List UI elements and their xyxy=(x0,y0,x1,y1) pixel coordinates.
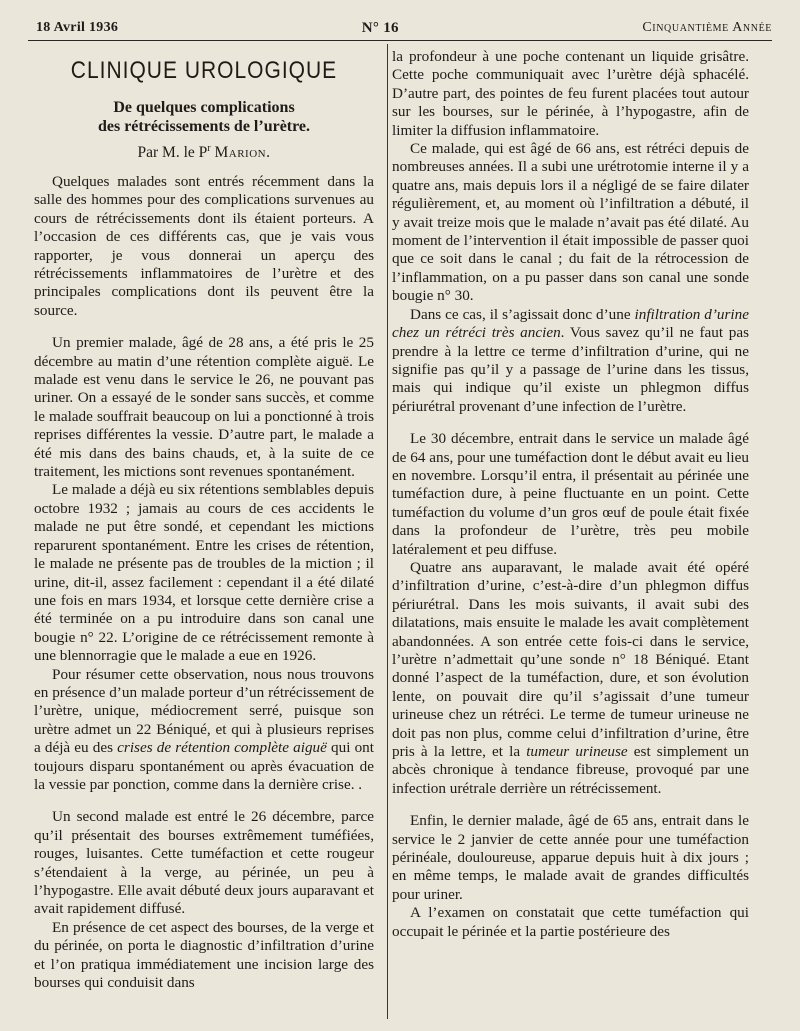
paragraph-text: qui ont toujours disparu spontanément ou après évacuation de la vessie par ponction, comme dans la dernière crise. . xyxy=(34,739,374,793)
paragraph-text: Pour résumer cette observation, nous nous trouvons en présence d’un malade porteur d’un rétrécissement de l’urètre, unique, médiocrement serré, puisque son urètre admet un 22 Béniqué, et qui à plusieurs reprises a déjà eu des xyxy=(34,665,374,757)
author-line xyxy=(34,140,374,163)
author-prefix: Par M. le P xyxy=(137,144,208,162)
paragraph: Quelques malades sont entrés récemment dans la salle des hommes pour des complications survenues au cours de rétrécissements dont ils étaient porteurs. A l’occasion de ces différents cas, que je vais vous rapporter, je vous donnerai un aperçu des rétrécissements inflammatoires de l’urètre et des principales complications dont ils peuvent être la source. xyxy=(34,172,374,319)
paragraph xyxy=(392,306,749,416)
column-divider xyxy=(387,44,388,1019)
paragraph-text: Quatre ans auparavant, le malade avait été opéré d’infiltration d’urine, c’est-à-dire d’un phlegmon diffus périurétral. Dans les mois suivants, il avait subi des dilatations, mais ensuite le malade les avait complètement abandonnées. A son entrée cette fois-ci dans le service, l’urètre n’admettait qu’une sonde n° 18 Béniqué. Etant donné l’aspect de la tuméfaction, dure, et son évolution lente, on pouvait dire qu’il s’agissait d’une tumeur urineuse chez un rétréci. Le terme de tumeur urineuse ne doit pas non plus, comme celui d’infiltration d’urine, être pris à la lettre, et la xyxy=(392,558,749,761)
paragraph xyxy=(392,559,749,798)
header-issue-number: N° 16 xyxy=(361,19,399,36)
paragraph: Un premier malade, âgé de 28 ans, a été pris le 25 décembre au matin d’une rétention complète aiguë. Le malade est venu dans le service le 26, ne pouvant pas uriner. On a essayé de le sonder sans succès, et comme le malade souffrait beaucoup on lui a ponctionné à trois reprises différentes la vessie. D’autre part, le malade a été mis dans des bains chauds, et, à la suite de ce traitement, les mictions sont revenues spontanément. xyxy=(34,334,374,481)
paragraph-text: est simplement un abcès chronique à tendance fibreuse, provoqué par une infection urétrale derrière un rétrécissement. xyxy=(392,743,749,797)
left-column xyxy=(34,48,374,992)
author-sup: r xyxy=(207,143,211,155)
article-title-line-1: De quelques complications xyxy=(113,99,295,117)
emphasis-text: crises de rétention complète aiguë xyxy=(117,739,327,757)
paragraph: Le malade a déjà eu six rétentions semblables depuis octobre 1932 ; jamais au cours de ces accidents le malade ne put être sondé, et cependant les mictions reparurent spontanément. Entre les crises de rétention, le malade ne présente pas de troubles de la miction ; il urine, dit-il, assez facilement : cependant il a été dilaté une fois en mars 1934, et lorsque cette dernière crise a été terminée on a pu introduire dans son canal une bougie n° 22. L’origine de ce rétrécissement remonte à une blennorragie que le malade a eue en 1926. xyxy=(34,481,374,665)
paragraph: Enfin, le dernier malade, âgé de 65 ans, entrait dans le service le 2 janvier de cette année pour une tuméfaction périnéale, douloureuse, apparue depuis huit à dix jours ; en même temps, le malade avait de grandes difficultés pour uriner. xyxy=(392,812,749,903)
emphasis-text: infiltration d’urine chez un rétréci très ancien xyxy=(392,305,749,342)
header-date: 18 Avril 1936 xyxy=(36,20,119,35)
paragraph xyxy=(34,666,374,795)
paragraph: Un second malade est entré le 26 décembre, parce qu’il présentait des bourses extrêmement tuméfiées, rouges, luisantes. Cette tuméfaction et cette rougeur s’étendaient à la verge, au périnée, un peu à l’hypogastre. Elle avait débuté deux jours auparavant et avait rapidement diffusé. xyxy=(34,808,374,918)
paragraph: A l’examen on constatait que cette tuméfaction qui occupait le périnée et la partie postérieure des xyxy=(392,904,749,940)
article-title xyxy=(34,98,374,136)
header-rule xyxy=(28,40,772,41)
paragraph: Ce malade, qui est âgé de 66 ans, est rétréci depuis de nombreuses années. Il a subi une urétrotomie interne il y a quatre ans, mais depuis lors il a négligé de se faire dilater régulièrement, et, au moment où l’infiltration a débuté, il y avait treize mois que le malade n’avait pas été dilaté. Au moment de l’intervention il était impossible de passer quoi que ce soit dans le canal ; du fait de la rétrocession de l’inflammation, on a pu passer dans son canal une sonde bougie n° 30. xyxy=(392,140,749,305)
header-year: Cinquantième Année xyxy=(642,20,772,35)
paragraph: la profondeur à une poche contenant un liquide grisâtre. Cette poche communiquait avec l’urètre déjà sphacélé. D’autre part, des pointes de feu furent placées tout autour sur les bourses, sur le périnée, à l’hypogastre, afin de limiter la diffusion inflammatoire. xyxy=(392,48,749,139)
author-name: Marion. xyxy=(214,144,271,162)
paragraph-text: . Vous savez qu’il ne faut pas prendre à la lettre ce terme d’infiltration d’urine, qui ne signifie pas qu’il y a passage de l’urine dans les tissus, mais qui indique qu’il existe un phlegmon diffus périurétral provenant d’une infection de l’urètre. xyxy=(392,324,750,415)
right-column xyxy=(392,48,749,941)
article-title-line-2: des rétrécissements de l’urètre. xyxy=(97,118,311,136)
paragraph-text: Dans ce cas, il s’agissait donc d’une xyxy=(410,305,635,323)
paragraph: Le 30 décembre, entrait dans le service un malade âgé de 64 ans, pour une tuméfaction dont le début avait eu lieu en novembre. Lorsqu’il entra, il présentait au périnée une tuméfaction dure, à peine fluctuante en un point. Cette tuméfaction du volume d’un gros œuf de poule était fixée dans la profondeur de l’urètre, très peu mobile latéralement et peu diffuse. xyxy=(392,430,749,558)
emphasis-text: tumeur urineuse xyxy=(526,743,628,761)
paragraph: En présence de cet aspect des bourses, de la verge et du périnée, on porta le diagnostic d’infiltration d’urine et l’on pratiqua immédiatement une incision large des bourses qui conduisit dans xyxy=(34,918,374,992)
section-title: CLINIQUE UROLOGIQUE xyxy=(70,57,338,84)
page-header xyxy=(36,18,772,38)
